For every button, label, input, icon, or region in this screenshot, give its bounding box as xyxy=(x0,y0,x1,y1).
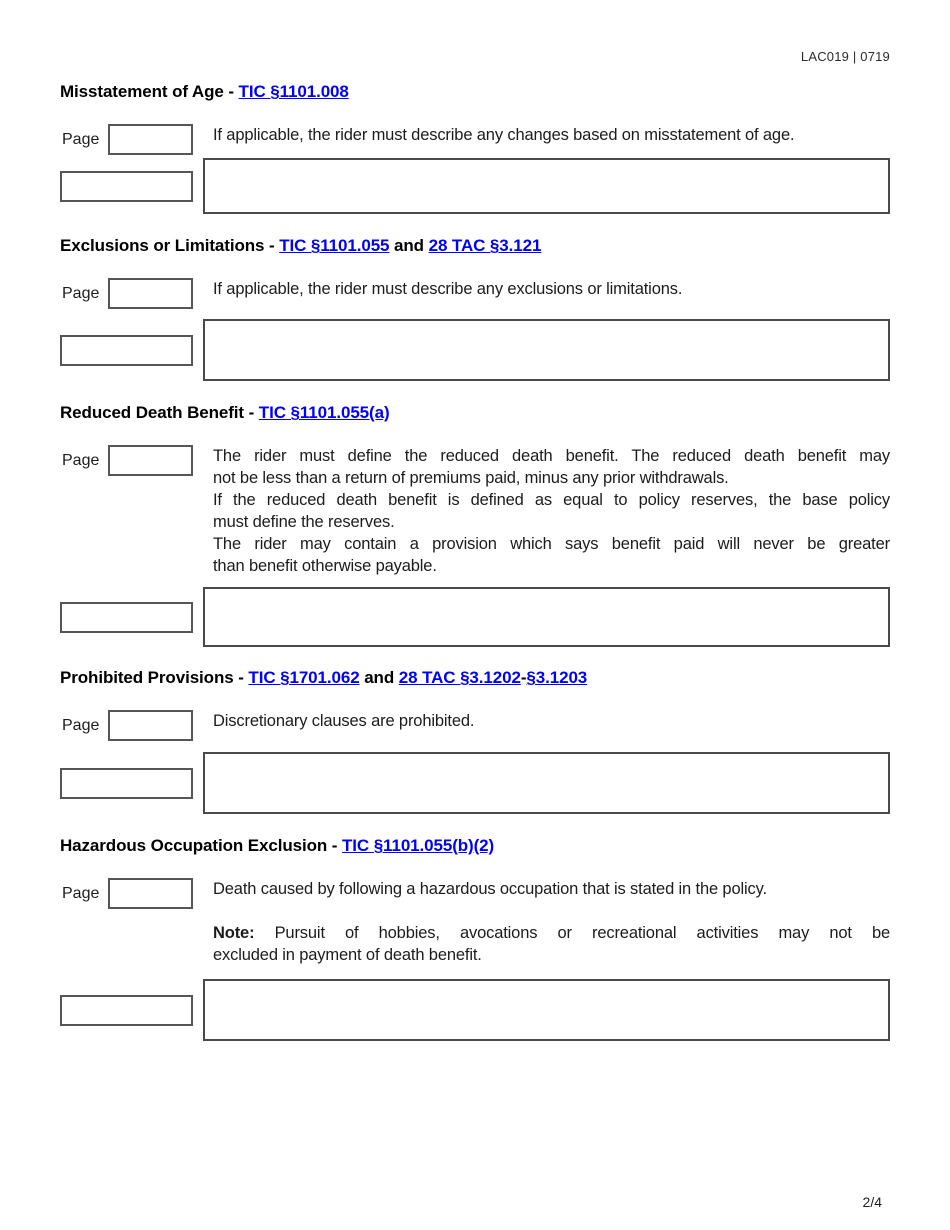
page-number-input[interactable] xyxy=(108,710,193,741)
statute-link[interactable]: §3.1203 xyxy=(526,668,588,687)
requirement-paragraph xyxy=(213,922,890,966)
text-line: The rider may contain a provision which says benefit paid will never be greater xyxy=(213,535,890,553)
statute-link[interactable]: 28 TAC §3.1202 xyxy=(398,668,521,687)
page-field xyxy=(60,445,203,476)
text-line xyxy=(213,922,890,944)
page-indicator: 2/4 xyxy=(862,1194,882,1210)
text-line: The rider must define the reduced death benefit. The reduced death benefit may xyxy=(213,447,890,465)
statute-link[interactable]: 28 TAC §3.121 xyxy=(428,236,542,255)
page-number-input[interactable] xyxy=(108,445,193,476)
text-line: If applicable, the rider must describe any exclusions or limitations. xyxy=(213,280,683,298)
requirement-paragraph xyxy=(213,124,890,146)
page-number-input[interactable] xyxy=(108,124,193,155)
statute-link[interactable]: TIC §1101.008 xyxy=(238,82,349,101)
small-input-box[interactable] xyxy=(60,335,193,366)
section-heading xyxy=(60,235,890,256)
page-number-input[interactable] xyxy=(108,878,193,909)
section-heading xyxy=(60,402,890,423)
requirement-paragraph xyxy=(213,878,890,900)
heading-text: Reduced Death Benefit - xyxy=(60,403,259,422)
heading-text: Hazardous Occupation Exclusion - xyxy=(60,836,342,855)
page-label: Page xyxy=(62,451,100,469)
statute-link[interactable]: TIC §1101.055 xyxy=(279,236,390,255)
statute-link[interactable]: TIC §1101.055(b)(2) xyxy=(341,836,495,855)
section-heading xyxy=(60,81,890,102)
page-row xyxy=(60,710,890,741)
text-line: Discretionary clauses are prohibited. xyxy=(213,712,475,730)
response-textarea[interactable] xyxy=(203,587,890,647)
section-reduced-death-benefit xyxy=(60,402,890,647)
page-field xyxy=(60,278,203,309)
heading-text: and xyxy=(389,236,429,255)
page-label: Page xyxy=(62,130,100,148)
requirement-text xyxy=(203,445,890,577)
section-heading xyxy=(60,667,890,688)
page-row xyxy=(60,878,890,966)
form-body xyxy=(60,81,890,1041)
response-textarea[interactable] xyxy=(203,158,890,214)
response-row xyxy=(60,979,890,1041)
section-heading xyxy=(60,835,890,856)
text-line: excluded in payment of death benefit. xyxy=(213,946,482,964)
small-input-box[interactable] xyxy=(60,768,193,799)
requirement-text xyxy=(203,710,890,732)
requirement-paragraph xyxy=(213,533,890,577)
small-input-box[interactable] xyxy=(60,171,193,202)
page-label: Page xyxy=(62,716,100,734)
form-code: LAC019 | 0719 xyxy=(800,49,890,64)
section-misstatement-of-age xyxy=(60,81,890,214)
response-row xyxy=(60,587,890,647)
text-line: If the reduced death benefit is defined as equal to policy reserves, the base policy xyxy=(213,491,890,509)
text-line: Death caused by following a hazardous occupation that is stated in the policy. xyxy=(213,880,767,898)
heading-text: Prohibited Provisions - xyxy=(60,668,249,687)
requirement-text xyxy=(203,878,890,966)
statute-link[interactable]: TIC §1701.062 xyxy=(248,668,360,687)
requirement-text xyxy=(203,278,890,300)
page-row xyxy=(60,124,890,155)
statute-link[interactable]: TIC §1101.055(a) xyxy=(258,403,390,422)
response-textarea[interactable] xyxy=(203,319,890,381)
text-line: not be less than a return of premiums paid, minus any prior withdrawals. xyxy=(213,469,729,487)
requirement-paragraph xyxy=(213,489,890,533)
text-line: than benefit otherwise payable. xyxy=(213,557,437,575)
page-field xyxy=(60,710,203,741)
page-label: Page xyxy=(62,884,100,902)
response-row xyxy=(60,319,890,381)
section-hazardous-occupation-exclusion xyxy=(60,835,890,1041)
page-row xyxy=(60,278,890,309)
response-row xyxy=(60,752,890,814)
small-input-box[interactable] xyxy=(60,995,193,1026)
page-label: Page xyxy=(62,284,100,302)
requirement-paragraph xyxy=(213,278,890,300)
text-line: must define the reserves. xyxy=(213,513,395,531)
requirement-paragraph xyxy=(213,710,890,732)
text-line: If applicable, the rider must describe any changes based on misstatement of age. xyxy=(213,126,795,144)
response-textarea[interactable] xyxy=(203,979,890,1041)
heading-text: Misstatement of Age - xyxy=(60,82,239,101)
section-prohibited-provisions xyxy=(60,667,890,814)
page-field xyxy=(60,124,203,155)
section-exclusions-or-limitations xyxy=(60,235,890,381)
response-row xyxy=(60,158,890,214)
heading-text: - xyxy=(520,668,527,687)
page-row xyxy=(60,445,890,577)
response-textarea[interactable] xyxy=(203,752,890,814)
requirement-text xyxy=(203,124,890,146)
page-number-input[interactable] xyxy=(108,278,193,309)
note-label: Note: xyxy=(213,924,255,942)
text-line-content: Pursuit of hobbies, avocations or recreational activities may not be xyxy=(274,924,891,942)
requirement-paragraph xyxy=(213,445,890,489)
heading-text: Exclusions or Limitations - xyxy=(60,236,280,255)
heading-text: and xyxy=(359,668,399,687)
page-field xyxy=(60,878,203,909)
small-input-box[interactable] xyxy=(60,602,193,633)
